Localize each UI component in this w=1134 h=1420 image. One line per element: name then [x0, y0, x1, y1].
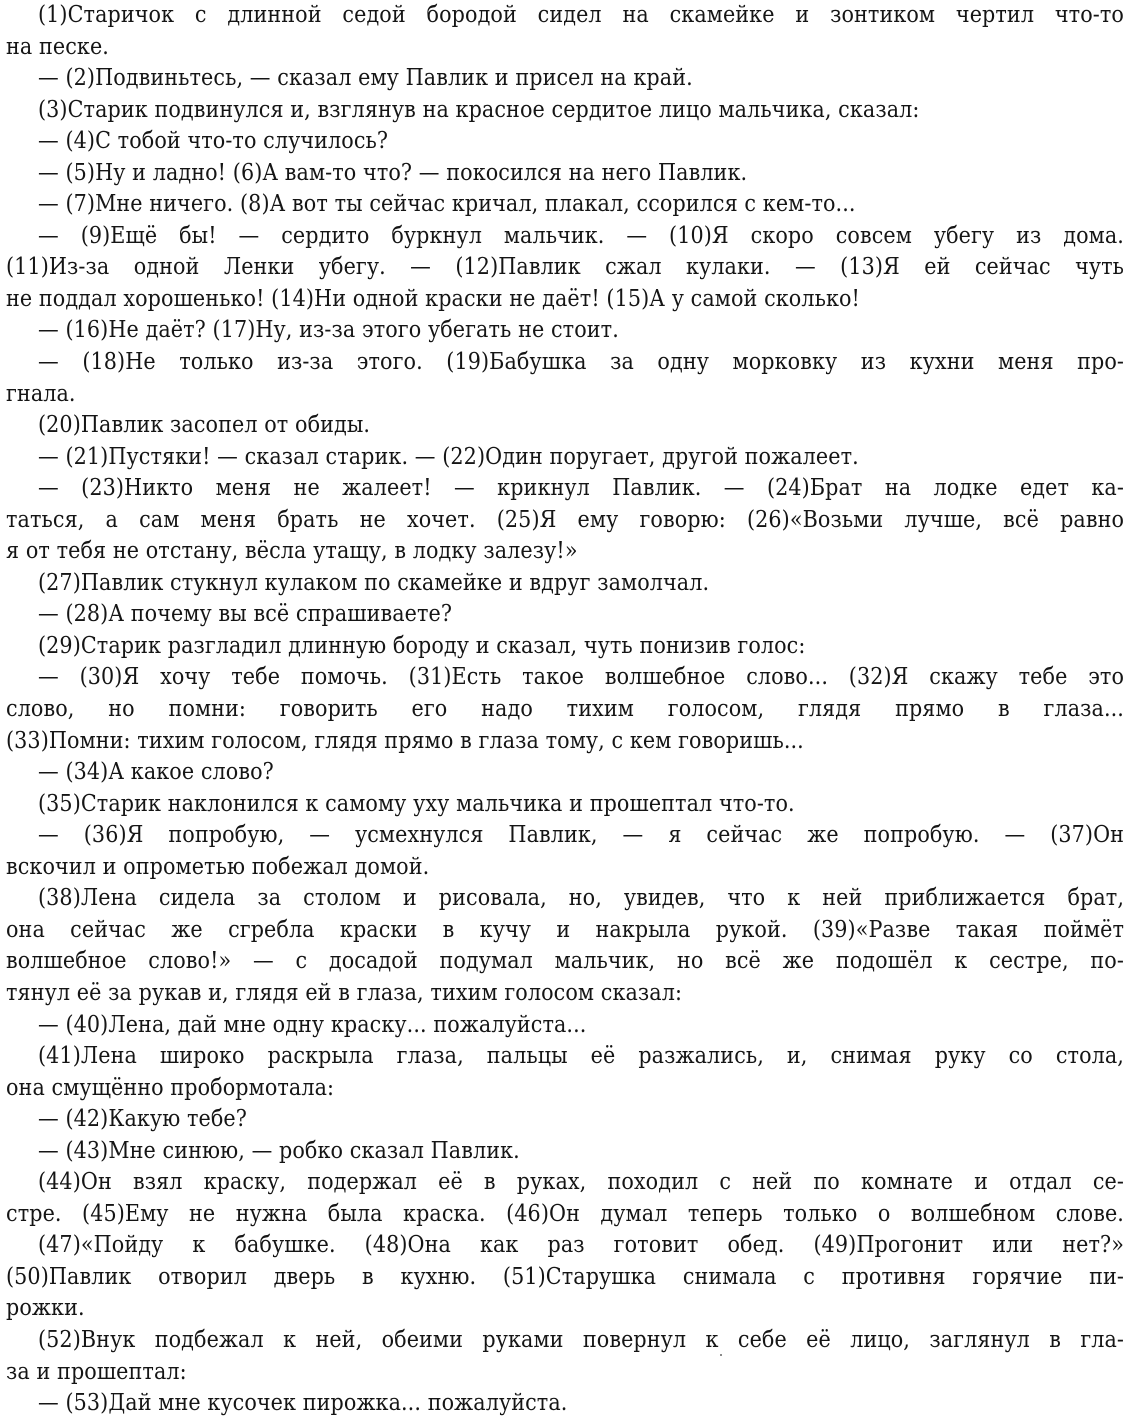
text-line-content: тянул её за рукав и, глядя ей в глаза, тихим голосом сказал:	[6, 979, 683, 1006]
text-line	[6, 726, 1124, 758]
text-line-content: на песке.	[6, 33, 109, 60]
text-line	[6, 820, 1124, 852]
text-line	[6, 1325, 1124, 1357]
text-line-content: вскочил и опрометью побежал домой.	[6, 853, 430, 880]
text-line	[6, 284, 1124, 316]
text-line	[6, 599, 1124, 631]
text-line	[6, 32, 1124, 64]
document-page	[6, 0, 1124, 1420]
text-line	[6, 252, 1124, 284]
text-line	[6, 631, 1124, 663]
text-line-content: (35)Старик наклонился к самому уху мальчика и прошептал что-то.	[38, 790, 795, 817]
text-line	[6, 789, 1124, 821]
text-line-content: (47)«Пойду к бабушке. (48)Она как раз готовит обед. (49)Прогонит или нет?»	[38, 1232, 1125, 1259]
text-line-content: (11)Из-за одной Ленки убегу. — (12)Павлик сжал кулаки. — (13)Я ей сейчас чуть	[6, 254, 1125, 281]
text-line	[6, 1010, 1124, 1042]
text-line	[6, 946, 1124, 978]
text-line	[6, 0, 1124, 32]
text-line	[6, 221, 1124, 253]
text-line-content: стре. (45)Ему не нужна была краска. (46)Он думал теперь только о волшебном слове.	[6, 1200, 1124, 1227]
text-line	[6, 1136, 1124, 1168]
text-line-content: (1)Старичок с длинной седой бородой сидел на скамейке и зонтиком чертил что-то	[38, 2, 1124, 28]
text-line-content: она сейчас же сгребла краски в кучу и накрыла рукой. (39)«Разве такая поймёт	[6, 916, 1125, 943]
text-line-content: — (4)С тобой что-то случилось?	[38, 128, 389, 155]
text-line	[6, 442, 1124, 474]
text-line	[6, 568, 1124, 600]
text-line-content: — (30)Я хочу тебе помочь. (31)Есть такое волшебное слово... (32)Я скажу тебе это	[38, 664, 1125, 691]
text-line-content: — (43)Мне синюю, — робко сказал Павлик.	[38, 1137, 520, 1164]
text-line	[6, 505, 1124, 537]
text-line	[6, 662, 1124, 694]
text-line	[6, 410, 1124, 442]
text-line-content: (41)Лена широко раскрыла глаза, пальцы её разжались, и, снимая руку со стола,	[38, 1043, 1124, 1070]
text-body	[6, 0, 1124, 1420]
text-line	[6, 126, 1124, 158]
text-line-content: — (16)Не даёт? (17)Ну, из-за этого убегать не стоит.	[38, 317, 619, 344]
text-line-content: (52)Внук подбежал к ней, обеими руками повернул к себе её лицо, заглянул в гла-	[38, 1326, 1125, 1353]
text-line	[6, 1167, 1124, 1199]
text-line-content: гнала.	[6, 380, 76, 407]
text-line	[6, 1357, 1124, 1389]
text-line	[6, 189, 1124, 221]
text-line	[6, 315, 1124, 347]
text-line	[6, 852, 1124, 884]
text-line-content: — (42)Какую тебе?	[38, 1106, 247, 1133]
text-line-content: — (21)Пустяки! — сказал старик. — (22)Один поругает, другой пожалеет.	[38, 443, 859, 470]
text-line	[6, 1388, 1124, 1420]
text-line	[6, 1041, 1124, 1073]
text-line-content: слово, но помни: говорить его надо тихим голосом, глядя прямо в глаза...	[6, 696, 1124, 723]
text-line-content: (33)Помни: тихим голосом, глядя прямо в глаза тому, с кем говоришь...	[6, 727, 804, 754]
text-line-content: таться, а сам меня брать не хочет. (25)Я ему говорю: (26)«Возьми лучше, всё равно	[6, 506, 1125, 533]
text-line-content: — (5)Ну и ладно! (6)А вам-то что? — покосился на него Павлик.	[38, 159, 748, 186]
text-line	[6, 536, 1124, 568]
text-line-content: — (40)Лена, дай мне одну краску... пожалуйста...	[38, 1011, 587, 1038]
scan-speck	[720, 1354, 722, 1356]
text-line	[6, 1262, 1124, 1294]
text-line	[6, 347, 1124, 379]
text-line	[6, 978, 1124, 1010]
text-line-content: за и прошептал:	[6, 1358, 187, 1385]
text-line-content: — (23)Никто меня не жалеет! — крикнул Павлик. — (24)Брат на лодке едет ка-	[38, 475, 1124, 502]
text-line-content: (38)Лена сидела за столом и рисовала, но, увидев, что к ней приближается брат,	[38, 885, 1124, 912]
text-line-content: — (7)Мне ничего. (8)А вот ты сейчас кричал, плакал, ссорился с кем-то...	[38, 191, 856, 218]
text-line-content: — (34)А какое слово?	[38, 759, 274, 786]
text-line-content: (20)Павлик засопел от обиды.	[38, 412, 371, 439]
text-line	[6, 1104, 1124, 1136]
text-line-content: — (28)А почему вы всё спрашиваете?	[38, 601, 453, 628]
text-line	[6, 95, 1124, 127]
text-line	[6, 473, 1124, 505]
text-line-content: она смущённо пробормотала:	[6, 1074, 335, 1101]
text-line-content: я от тебя не отстану, вёсла утащу, в лодку залезу!»	[6, 538, 578, 565]
text-line-content: (50)Павлик отворил дверь в кухню. (51)Старушка снимала с противня горячие пи-	[6, 1263, 1124, 1290]
text-line	[6, 694, 1124, 726]
text-line-content: не поддал хорошенько! (14)Ни одной краски не даёт! (15)А у самой сколько!	[6, 285, 860, 312]
text-line	[6, 1073, 1124, 1105]
text-line	[6, 63, 1124, 95]
text-line-content: рожки.	[6, 1295, 85, 1322]
text-line-content: — (9)Ещё бы! — сердито буркнул мальчик. — (10)Я скоро совсем убегу из дома.	[38, 222, 1124, 249]
text-line-content: волшебное слово!» — с досадой подумал мальчик, но всё же подошёл к сестре, по-	[6, 948, 1124, 975]
text-line-content: (27)Павлик стукнул кулаком по скамейке и вдруг замолчал.	[38, 569, 710, 596]
text-line	[6, 757, 1124, 789]
text-line	[6, 915, 1124, 947]
text-line-content: — (2)Подвиньтесь, — сказал ему Павлик и присел на край.	[38, 65, 693, 92]
text-line-content: — (18)Не только из-за этого. (19)Бабушка за одну морковку из кухни меня про-	[38, 349, 1125, 376]
text-line	[6, 158, 1124, 190]
text-line	[6, 1230, 1124, 1262]
text-line-content: (3)Старик подвинулся и, взглянув на красное сердитое лицо мальчика, сказал:	[38, 96, 920, 123]
text-line-content: — (36)Я попробую, — усмехнулся Павлик, — я сейчас же попробую. — (37)Он	[38, 822, 1125, 849]
text-line	[6, 1293, 1124, 1325]
text-line-content: (29)Старик разгладил длинную бороду и сказал, чуть понизив голос:	[38, 632, 806, 659]
text-line	[6, 1199, 1124, 1231]
text-line-content: (44)Он взял краску, подержал её в руках, походил с ней по комнате и отдал се-	[38, 1169, 1124, 1196]
text-line	[6, 883, 1124, 915]
text-line	[6, 379, 1124, 411]
text-line-content: — (53)Дай мне кусочек пирожка... пожалуйста.	[38, 1390, 568, 1417]
